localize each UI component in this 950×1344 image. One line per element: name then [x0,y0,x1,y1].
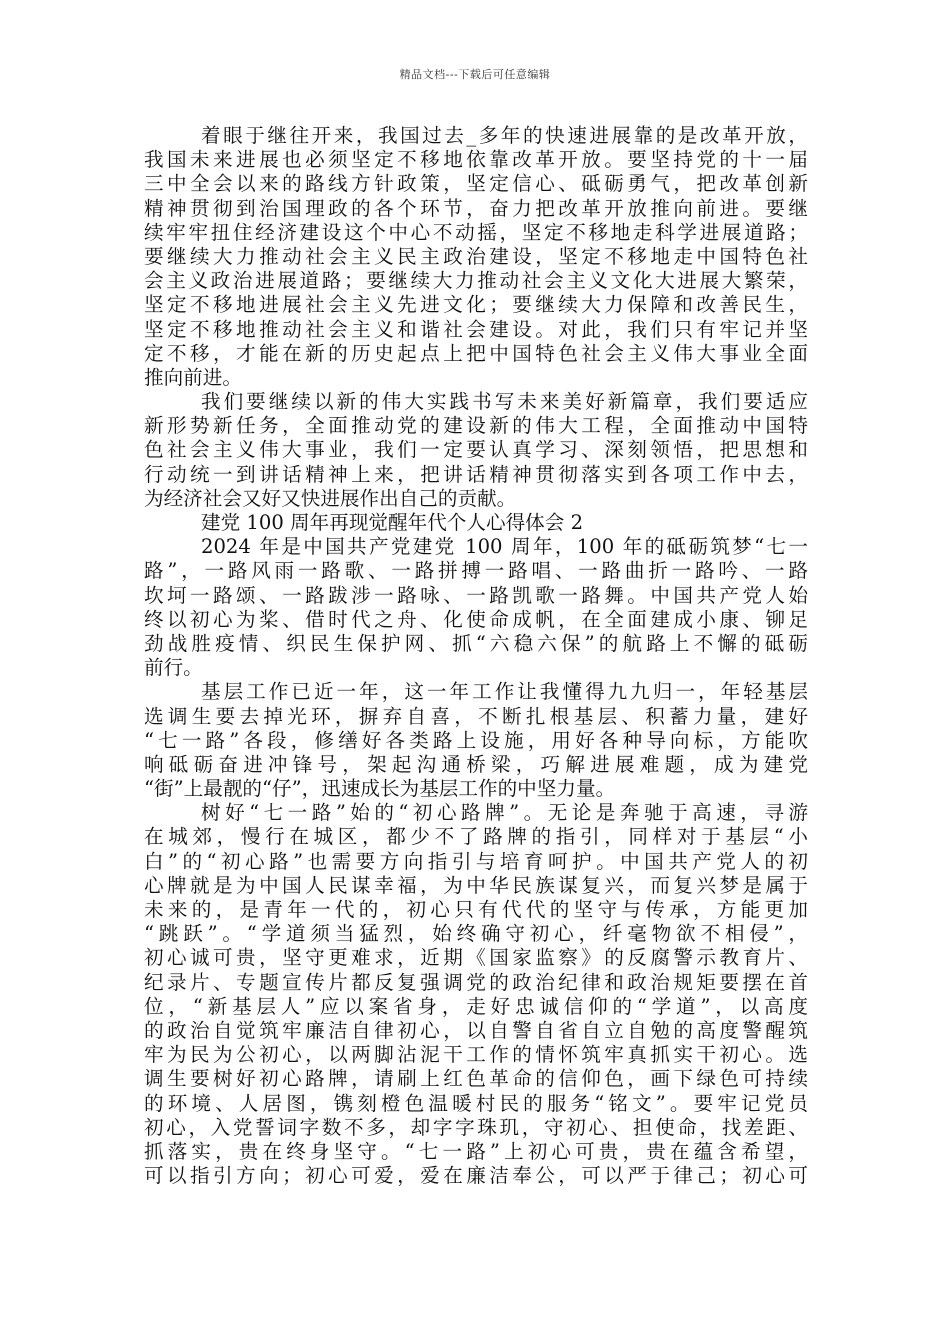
text-line: 色社会主义伟大事业，我们一定要认真学习、深刻领悟，把思想和 [144,438,808,462]
text-line: 前行。 [144,656,203,680]
text-line: 三中全会以来的路线方针政策，坚定信心、砥砺勇气，把改革创新 [144,172,808,196]
text-line: 坎坷一路颂、一路跋涉一路咏、一路凯歌一路舞。中国共产党人始 [144,583,808,607]
text-line: 要继续大力推动社会主义民主政治建设，坚定不移地走中国特色社 [144,244,808,268]
text-line: 路”，一路风雨一路歌、一路拼搏一路唱、一路曲折一路吟、一路 [144,559,808,583]
text-line: 坚定不移地推动社会主义和谐社会建设。对此，我们只有牢记并坚 [144,317,808,341]
text-line: “七一路”各段，修缮好各类路上设施，用好各种导向标，方能吹 [144,728,808,752]
text-line: 牢为民为公初心，以两脚沾泥干工作的情怀筑牢真抓实干初心。选 [144,1043,808,1067]
page-header: 精品文档---下载后可任意编辑 [399,68,551,81]
text-line: 初心诚可贵，坚守更难求，近期《国家监察》的反腐警示教育片、 [144,946,808,970]
text-line: 定不移，才能在新的历史起点上把中国特色社会主义伟大事业全面 [144,341,808,365]
text-line: 调生要树好初心路牌，请刷上红色革命的信仰色，画下绿色可持续 [144,1067,808,1091]
text-line: 未来的，是青年一代的，初心只有代代的坚守与传承，方能更加 [144,898,808,921]
text-line: 白”的“初心路”也需要方向指引与培育呵护。中国共产党人的初 [144,849,808,873]
text-line: 树好“七一路”始的“初心路牌”。无论是奔驰于高速，寻游 [201,801,808,825]
text-line: “跳跃”。“学道须当猛烈，始终确守初心，纤毫物欲不相侵”， [144,922,808,946]
text-line: 初心，入党誓词字数不多，却字字珠玑，守初心、担使命，找差距、 [144,1115,808,1139]
text-line: 会主义政治进展道路；要继续大力推动社会主义文化大进展大繁荣， [144,269,808,293]
text-line: 着眼于继往开来，我国过去_多年的快速进展靠的是改革开放， [201,124,808,147]
text-line: 2024 年是中国共产党建党 100 周年，100 年的砥砺筑梦“七一 [201,535,808,559]
text-line: 基层工作已近一年，这一年工作让我懂得九九归一，年轻基层 [201,680,808,704]
text-line: 推向前进。 [144,365,242,389]
text-line: 新形势新任务，全面推动党的建设新的伟大工程，全面推动中国特 [144,414,808,438]
document-body [144,124,808,1188]
text-line: 纪录片、专题宣传片都反复强调党的政治纪律和政治规矩要摆在首 [144,970,808,994]
text-line: 续牢牢扭住经济建设这个中心不动摇，坚定不移地走科学进展道路； [144,220,808,244]
text-line: 可以指引方向；初心可爱，爱在廉洁奉公，可以严于律己；初心可 [144,1164,808,1188]
text-line: 心牌就是为中国人民谋幸福，为中华民族谋复兴，而复兴梦是属于 [144,873,808,897]
text-line: 坚定不移地进展社会主义先进文化；要继续大力保障和改善民生， [144,293,808,317]
text-line: 我国未来进展也必须坚定不移地依靠改革开放。要坚持党的十一届 [144,148,808,172]
text-line: 建党 100 周年再现觉醒年代个人心得体会 2 [201,511,584,534]
text-line: 在城郊，慢行在城区，都少不了路牌的指引，同样对于基层“小 [144,825,808,849]
text-line: 选调生要去掉光环，摒弃自喜，不断扎根基层、积蓄力量，建好 [144,704,808,728]
text-line: 的环境、人居图，镌刻橙色温暖村民的服务“铭文”。要牢记党员 [144,1091,808,1115]
text-line: 响砥砺奋进冲锋号，架起沟通桥梁，巧解进展难题，成为建党 [144,752,808,776]
text-line: 行动统一到讲话精神上来，把讲话精神贯彻落实到各项工作中去， [144,462,808,486]
text-line: 的政治自觉筑牢廉洁自律初心，以自警自省自立自勉的高度警醒筑 [144,1018,808,1042]
text-line: 我们要继续以新的伟大实践书写未来美好新篇章，我们要适应 [201,390,808,414]
text-line: 劲战胜疫情、织民生保护网、抓“六稳六保”的航路上不懈的砥砺 [144,631,808,655]
text-line: 位，“新基层人”应以案省身，走好忠诚信仰的“学道”，以高度 [144,994,808,1018]
text-line: 终以初心为桨、借时代之舟、化使命成帆，在全面建成小康、铆足 [144,607,808,631]
text-line: 为经济社会又好又快进展作出自己的贡献。 [144,486,517,510]
text-line: 精神贯彻到治国理政的各个环节，奋力把改革开放推向前进。要继 [144,196,808,220]
text-line: “街”上最靓的“仔”，迅速成长为基层工作的中坚力量。 [144,777,616,801]
text-line: 抓落实，贵在终身坚守。“七一路”上初心可贵，贵在蕴含希望， [144,1139,808,1163]
